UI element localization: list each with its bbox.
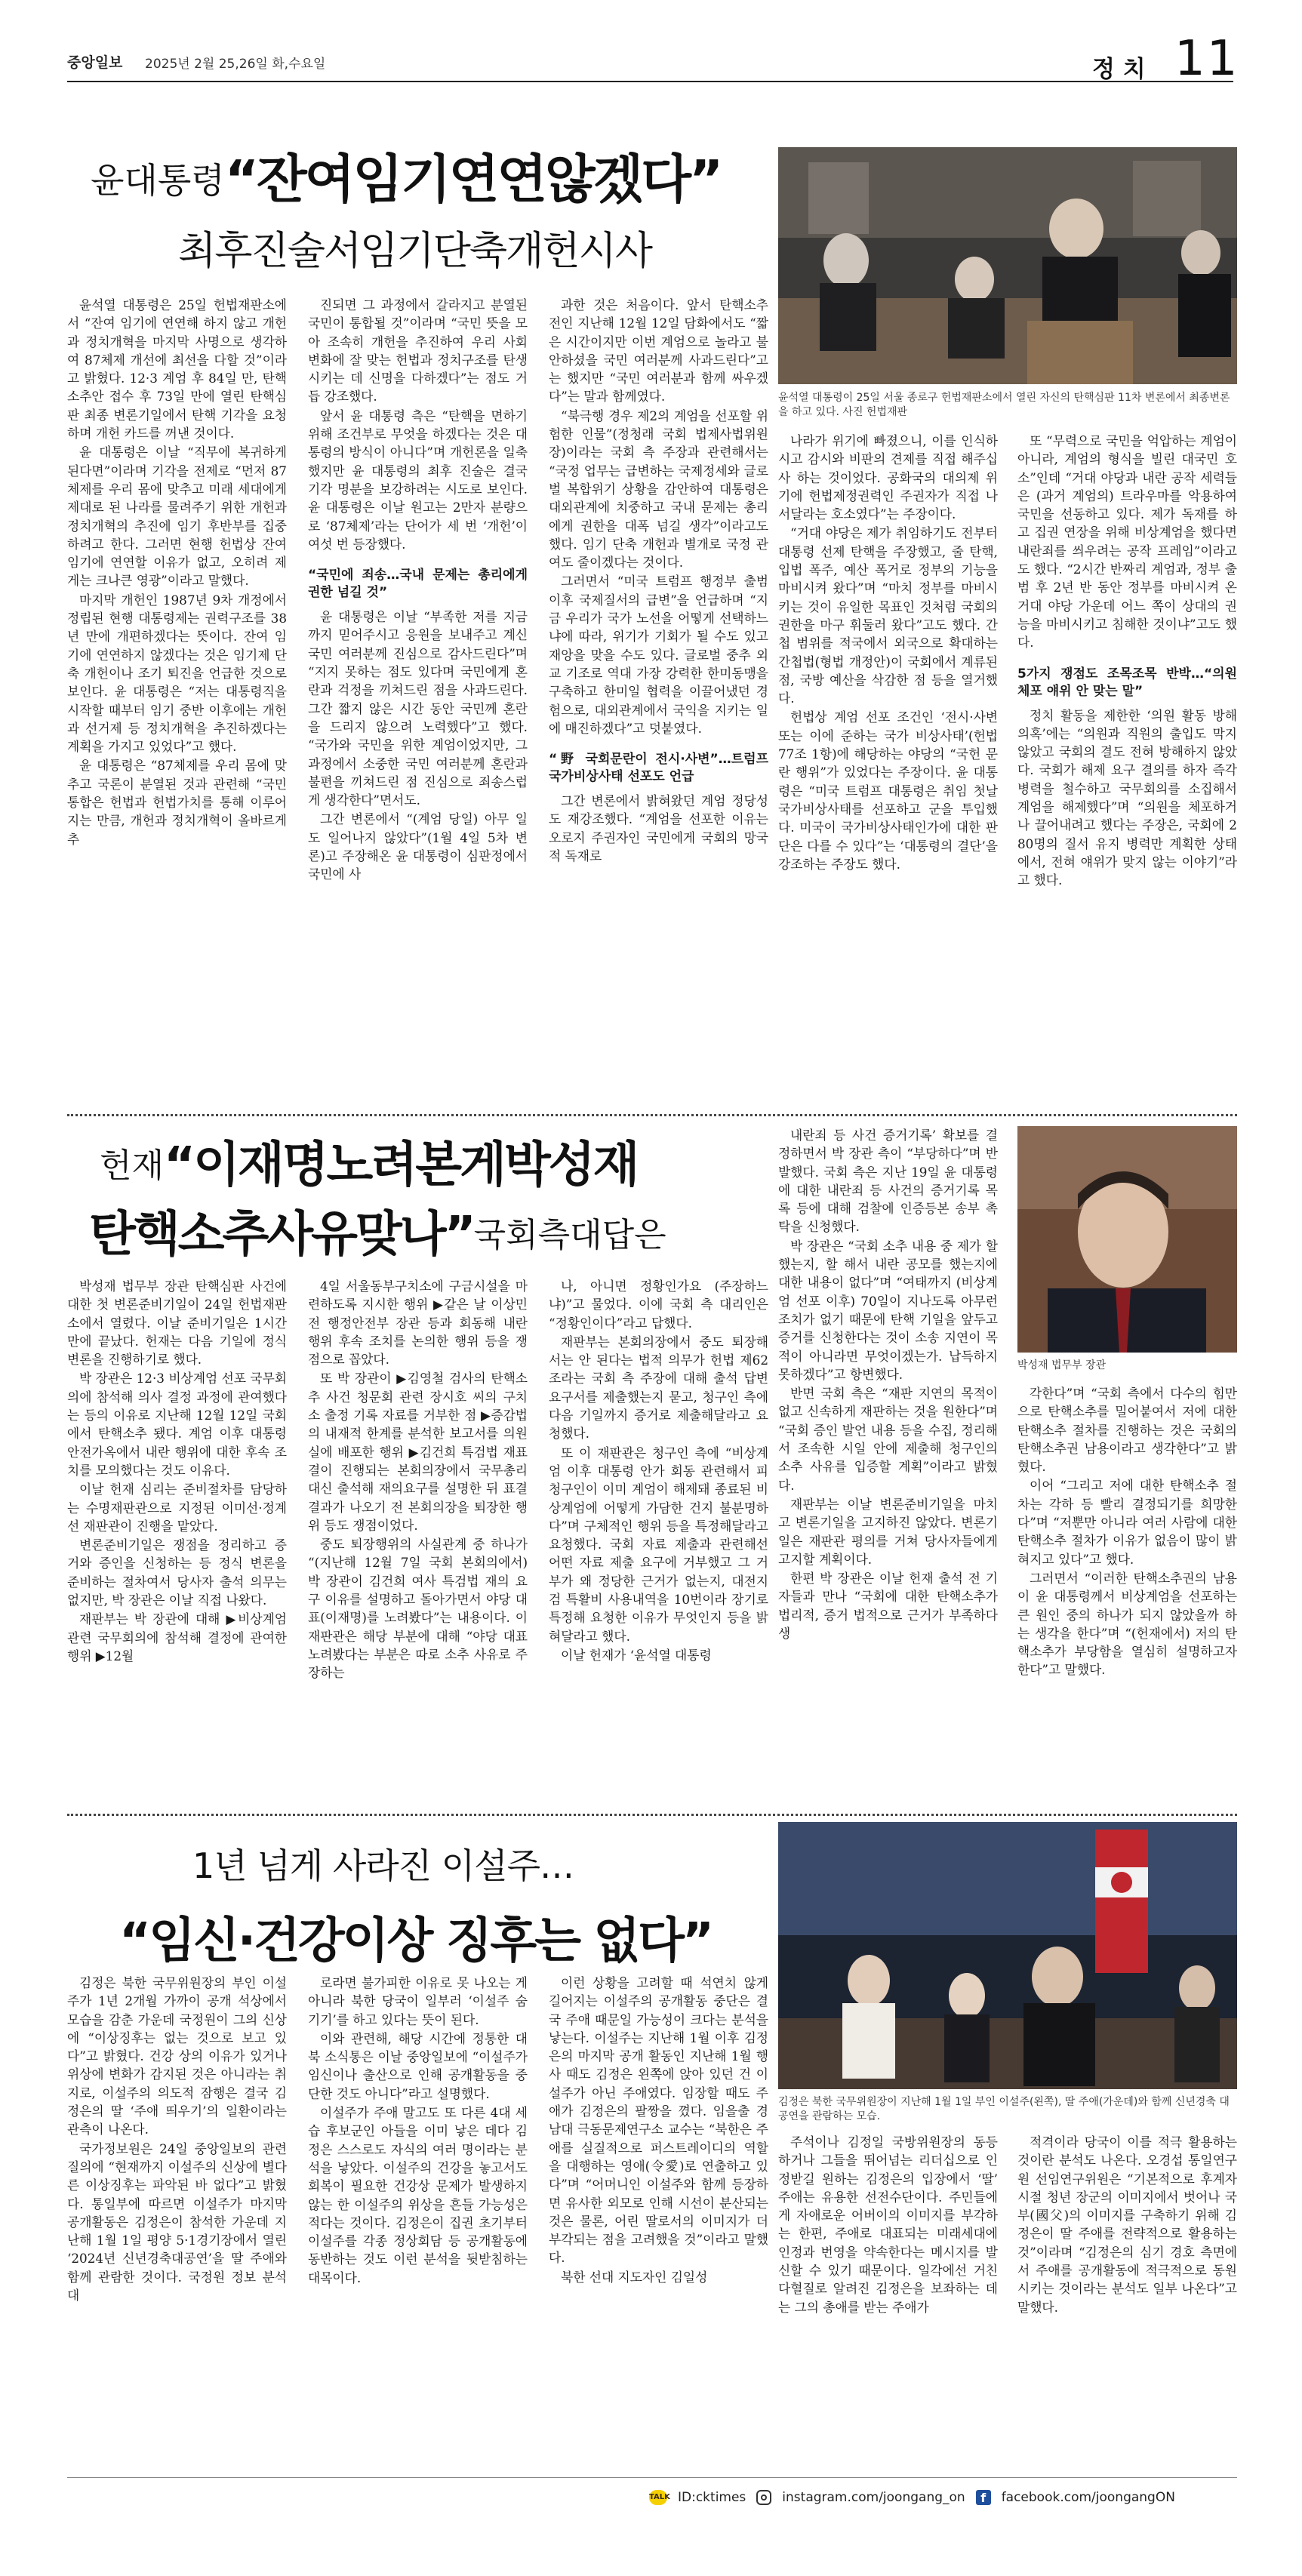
paragraph: 4일 서울동부구치소에 구금시설을 마련하도록 지시한 행위 ▶같은 날 이상민 전 행정안전부 장관 등과 회동해 내란 행위 후속 조치를 논의한 행위 등을 쟁점으로 꼽았다. bbox=[308, 1279, 528, 1368]
article1-col1 bbox=[67, 296, 287, 1107]
paragraph: 변론준비기일은 쟁점을 정리하고 증거와 증인을 신청하는 등 정식 변론을 준비하는 절차여서 당사자 출석 의무는 없지만, 박 장관은 이날 직접 나왔다. bbox=[67, 1537, 287, 1608]
paragraph: 헌법상 계엄 선포 조건인 ‘전시·사변 또는 이에 준하는 국가 비상사태’(헌법 77조 1항)에 해당하는 야당의 “국헌 문란 행위”가 있었다는 주장이다. 윤 대통령은 “미국 트럼프 대통령은 취임 첫날 국가비상사태를 선포하고 군을 투입했다. 미국이 국가비상사태인가에 대한 판단은 다를 수 있다”는 ‘대통령의 결단’을 강조하는 주장도 했다. bbox=[778, 709, 998, 872]
article1-kicker: 윤대통령 bbox=[91, 160, 225, 201]
article1-headline bbox=[91, 137, 722, 210]
article3-photo bbox=[778, 1822, 1237, 2089]
masthead-rule bbox=[67, 81, 1233, 82]
facebook-icon: f bbox=[976, 2490, 991, 2505]
paragraph: 재판부는 박 장관에 대해 ▶비상계엄 관련 국무회의에 참석해 결정에 관여한 행위 ▶12월 bbox=[67, 1611, 287, 1663]
footer-bar bbox=[649, 2485, 1238, 2510]
footer-rule bbox=[67, 2477, 1237, 2478]
paragraph: 또 박 장관이 ▶김영철 검사의 탄핵소추 사건 청문회 관련 장시호 씨의 구치소 출정 기록 자료를 거부한 점 ▶증감법의 내재적 한계를 분석한 보고서를 의원실에 배포한 행위 ▶김건희 특검법 재표결이 진행되는 본회의장에서 국무총리 대신 출석해 재의요구를 설명한 뒤 표결 결과가 나오기 전 본회의장을 퇴장한 행위 등도 쟁점이었다. bbox=[308, 1371, 528, 1533]
page-number: 11 bbox=[1174, 31, 1239, 87]
article2-title-tail: 국회측대답은 bbox=[473, 1216, 666, 1254]
paragraph: 박 장관은 12·3 비상계엄 선포 국무회의에 참석해 의사 결정 과정에 관여했다는 등의 이유로 지난해 12월 12일 국회에서 탄핵소추 됐다. 계엄 이후 대통령 안전가옥에서 내란 행위에 대한 후속 조치를 모의했다는 것도 이유다. bbox=[67, 1371, 287, 1478]
event-photo bbox=[778, 1822, 1237, 2089]
courtroom-photo bbox=[778, 147, 1237, 384]
article-divider-1 bbox=[67, 1114, 1237, 1116]
paragraph: 북한 선대 지도자인 김일성 bbox=[561, 2269, 708, 2285]
paragraph: 윤석열 대통령은 25일 헌법재판소에서 “잔여 임기에 연연해 하지 않고 개헌과 정치개혁을 마지막 사명으로 생각하여 87체제 개선에 최선을 다할 것”이라고 밝혔다. 12·3 계엄 후 84일 만, 탄핵소추안 접수 후 73일 만에 열린 탄핵심판 최종 변론기일에서 탄핵 기각을 요청하며 개헌 카드를 꺼낸 것이다. bbox=[67, 297, 287, 442]
paragraph: “북극행 경우 제2의 계엄을 선포할 위험한 인물”(정청래 국회 법제사법위원장)이라는 국회 측 주장과 관련해서는 “국정 업무는 급변하는 국제정세와 글로벌 복합위기 상황을 감안하여 대통령은 대외관계에 치중하고 국내 문제는 총리에게 권한을 대폭 넘길 생각”이라고도 했다. 임기 단축 개헌과 별개로 국정 관여도 줄이겠다는 것이다. bbox=[549, 408, 768, 571]
paragraph: 재판부는 본회의장에서 중도 퇴장해서는 안 된다는 법적 의무가 헌법 제62조라는 국회 측 주장에 대해 출석 답변 요구서를 제출했는지 묻고, 청구인 측에 다음 기일까지 증거로 제출해달라고 요청했다. bbox=[549, 1334, 768, 1442]
paragraph: 주석이나 김정일 국방위원장의 동등하거나 그들을 뛰어넘는 리더십으로 인정받길 원하는 김정은의 입장에서 ‘딸’ 주애는 유용한 선전수단이다. 주민들에게 자애로운 어버이의 이미지를 부각하는 한편, 주애로 대표되는 미래세대에 인정과 번영을 약속한다는 메시지를 발신할 수 있기 때문이다. 일각에선 거친 다혈질로 알려진 김정은을 보좌하는 데는 그의 총애를 받는 주애가 bbox=[778, 2134, 998, 2315]
instagram-link[interactable]: instagram.com/joongang_on bbox=[782, 2490, 965, 2505]
paragraph: 재판부는 이날 변론준비기일을 마치고 변론기일을 고지하진 않았다. 변론기일은 재판관 평의를 거쳐 당사자들에게 고지할 계획이다. bbox=[778, 1496, 998, 1567]
article1-subhead-3: 5가지 쟁점도 조목조목 반박…“의원 체포 얘위 안 맞는 말” bbox=[1017, 666, 1237, 699]
paragraph: 김정은 북한 국무위원장의 부인 이설주가 1년 2개월 가까이 공개 석상에서 모습을 감춘 가운데 국정원이 그의 신상에 “이상징후는 없는 것으로 보고 있다”고 밝혔다. 건강 상의 이유가 있거나 위상에 변화가 감지된 것은 아니라는 취지로, 이설주의 의도적 잠행은 결국 김정은의 딸 ‘주애 띄우기’의 일환이라는 관측이 나온다. bbox=[67, 1975, 287, 2137]
article3-col4 bbox=[778, 2133, 998, 2465]
paragraph: 나, 아니면 정황인가요 (주장하느냐)”고 물었다. 이에 국회 측 대리인은 “정황인이다”라고 답했다. bbox=[549, 1279, 768, 1331]
article1-photo bbox=[778, 147, 1237, 384]
paragraph: 이런 상황을 고려할 때 석연치 않게 길어지는 이설주의 공개활동 중단은 결국 주애 때문일 가능성이 크다는 분석을 낳는다. 이설주는 지난해 1월 이후 김정은의 마지막 공개 활동인 지난해 1월 행사 때도 김정은 왼쪽에 앉아 있던 건 이설주가 아닌 주애였다. 임장할 때도 주애가 김정은의 팔짱을 꼈다. 임을출 경남대 극동문제연구소 교수는 “북한은 주애를 실질적으로 퍼스트레이디의 역할을 대행하는 영애(令愛)로 연출하고 있다”며 “어머니인 이설주와 함께 등장하면 유사한 외모로 인해 시선이 분산되는 것은 물론, 어린 딸로서의 이미지가 더 부각되는 점을 고려했을 것”이라고 말했다. bbox=[549, 1975, 768, 2266]
article3-kicker: 1년 넘게 사라진 이설주… bbox=[192, 1845, 574, 1886]
instagram-icon bbox=[756, 2490, 771, 2505]
facebook-link[interactable]: facebook.com/joongangON bbox=[1001, 2490, 1175, 2505]
article1-col5 bbox=[1017, 432, 1237, 1107]
article3-col5 bbox=[1017, 2133, 1237, 2465]
article1-subhead-2: “野 국회문란이 전시·사변”…트럼프 국가비상사태 선포도 언급 bbox=[549, 752, 768, 785]
paragraph: 윤 대통령은 “87체제를 우리 몸에 맞추고 국론이 분열된 것과 관련해 “국민통합은 헌법과 헌법가치를 통해 이루어지는 만큼, 개헌과 정치개혁이 올바르게 추 bbox=[67, 758, 287, 847]
paragraph: 정치 활동을 제한한 ‘의원 활동 방해 의혹’에는 “의원과 직원의 출입도 막지 않았고 국회의 결도 전혀 방해하지 않았다. 국회가 해제 요구 결의를 하자 즉각 병력을 철수하고 국무회의를 소집해서 계엄을 해제했다”며 “의원을 체포하거나 끌어내려고 했다는 주장은, 국회에 280명의 질서 유지 병력만 계획한 상태에서, 전혀 얘위가 맞지 않는 이야기”라고 했다. bbox=[1017, 707, 1237, 888]
article3-col2 bbox=[308, 1974, 528, 2464]
paragraph: 윤 대통령은 이날 “직무에 복귀하게 된다면”이라며 기각을 전제로 “먼저 87체제를 우리 몸에 맞추고 미래 세대에게 제대로 된 나라를 물려주기 위한 개헌과 정치개혁의 추진에 임기 후반부를 집중하려고 한다. 그러면 현행 헌법상 잔여 임기에 연연할 이유가 없고, 오히려 제게는 크나큰 영광”이라고 말했다. bbox=[67, 445, 287, 589]
article1-photo-caption: 윤석열 대통령이 25일 서울 종로구 헌법재판소에서 열린 자신의 탄핵심판 11차 변론에서 최종변론을 하고 있다. 사진 헌법재판 bbox=[778, 392, 1230, 418]
paragraph: 박성재 법무부 장관 탄핵심판 사건에 대한 첫 변론준비기일이 24일 헌법재판소에서 열렸다. 이날 준비기일은 1시간 만에 끝났다. 헌재는 다음 기일에 정식 변론을 진행하기로 했다. bbox=[67, 1279, 287, 1368]
paragraph: 국가정보원은 24일 중앙일보의 관련 질의에 “현재까지 이설주의 신상에 별다른 이상징후는 파악된 바 없다”고 밝혔다. 통일부에 따르면 이설주가 마지막 공개활동은 김정은이 참석한 가운데 지난해 1월 1일 평양 5·1경기장에서 열린 ‘2024년 신년경축대공연’을 딸 주애와 함께 관람한 것이다. 국정원 정보 분석대 bbox=[67, 2141, 287, 2304]
issue-date: 2025년 2월 25,26일 화,수요일 bbox=[145, 57, 326, 72]
article3-col1 bbox=[67, 1974, 287, 2464]
article2-photo bbox=[1017, 1126, 1237, 1353]
article2-col5 bbox=[1017, 1384, 1237, 1805]
paragraph: 앞서 윤 대통령 측은 “탄핵을 면하기 위해 조건부로 무엇을 하겠다는 것은 대통령의 방식이 아니다”며 개헌론을 일축했지만 윤 대통령의 최후 진술은 결국 기각 명분을 보강하려는 시도로 보인다. 윤 대통령은 이날 원고는 2만자 분량으로 ‘87체제’라는 단어가 세 번 ‘개헌’이 여섯 번 등장했다. bbox=[308, 408, 528, 552]
paper-logo: 중앙일보 bbox=[67, 54, 123, 71]
paragraph: 로라면 불가피한 이유로 못 나오는 게 아니라 북한 당국이 일부러 ‘이설주 숨기기’를 하고 있다는 뜻이 된다. bbox=[308, 1975, 528, 2027]
article2-col3 bbox=[549, 1277, 768, 1805]
article1-col3 bbox=[549, 296, 768, 1107]
paragraph: 마지막 개헌인 1987년 9차 개정에서 정립된 현행 대통령제는 권력구조를 38년 만에 개편하겠다는 뜻이다. 잔여 임기에 연연하지 않겠다는 것은 임기제 단축 개헌이나 조기 퇴진을 언급한 것으로 보인다. 윤 대통령은 “저는 대통령직을 시작할 때부터 임기 중반 이후에는 개헌과 선거제 등 정치개혁을 추진하겠다는 계획을 가지고 있었다”고 했다. bbox=[67, 592, 287, 755]
article2-headline-line2 bbox=[89, 1196, 666, 1263]
kakaotalk-icon: TALK bbox=[649, 2490, 667, 2505]
article1-deck: 최후진술서임기단축개헌시사 bbox=[178, 229, 652, 274]
article2-title-2: 탄핵소추사유맞나” bbox=[89, 1207, 474, 1263]
article2-photo-caption: 박성재 법무부 장관 bbox=[1017, 1359, 1107, 1371]
article1-col2 bbox=[308, 296, 528, 1107]
paragraph: 이날 헌재가 ‘윤석열 대통령 bbox=[561, 1647, 712, 1663]
paragraph: 중도 퇴장행위의 사실관계 중 하나가 “(지난해 12월 7일 국회 본회의에서) 박 장관이 김건희 여사 특검법 재의 요구 이유를 설명하고 돌아가면서 야당 대표(이재명)를 노려봤다”는 내용이다. 이 재판관은 해당 부분에 대해 “야당 대표 노려봤다는 부분은 따로 소추 사유로 주장하는 bbox=[308, 1537, 528, 1681]
article2-title-1: “이재명노려본게박성재 bbox=[164, 1137, 638, 1193]
article2-col4 bbox=[778, 1126, 998, 1805]
article1-title: “잔여임기연연않겠다” bbox=[224, 149, 722, 210]
article3-col3 bbox=[549, 1974, 768, 2464]
paragraph: 내란죄 등 사건 증거기록’ 확보를 결정하면서 박 장관 측이 “부당하다”며 반발했다. 국회 측은 지난 19일 윤 대통령에 대한 내란죄 등 사건의 증거기록 목록 등에 대해 검찰에 인증등본 송부 촉탁을 신청했다. bbox=[778, 1128, 998, 1235]
paragraph: 진되면 그 과정에서 갈라지고 분열된 국민이 통합될 것”이라며 “국민 뜻을 모아 조속히 개헌을 추진하여 우리 사회 변화에 잘 맞는 헌법과 정치구조를 탄생시키는 데 신명을 다하겠다”는 점도 거듭 강조했다. bbox=[308, 297, 528, 405]
paragraph: 그러면서 “미국 트럼프 행정부 출범 이후 국제질서의 급변”을 언급하며 “지금 우리가 국가 노선을 어떻게 선택하느냐에 따라, 위기가 기회가 될 수도 있고 재앙을 맞을 수도 있다. 글로벌 중추 외교 기조로 역대 가장 강력한 한미동맹을 구축하고 한미일 협력을 이끌어냈던 경험으로, 대외관계에서 국익을 지키는 일에 매진하겠다”고 덧붙였다. bbox=[549, 574, 768, 736]
paragraph: 각한다”며 “국회 측에서 다수의 힘만으로 탄핵소추를 밀어붙여서 저에 대한 탄핵소추 절차를 진행하는 것은 국회의 탄핵소추권 남용이라고 생각한다”고 밝혔다. bbox=[1017, 1386, 1237, 1475]
article2-kicker: 헌재 bbox=[100, 1146, 165, 1185]
section-name: 정 치 bbox=[1092, 56, 1146, 83]
article1-col4 bbox=[778, 432, 998, 1107]
paragraph: 또 이 재판관은 청구인 측에 “비상계엄 이후 대통령 안가 회동 관련해서 피청구인이 이미 계엄이 해제돼 종료된 비상계엄에 어떻게 가담한 건지 불분명하다”며 구체적인 행위 등을 특정해달라고 요청했다. 국회 자료 제출과 관련해선 어떤 자료 제출 요구에 거부했고 그 거부가 왜 정당한 근거가 없는지, 대전지검 특활비 사용내역을 10번이라 장기로 특정해 요청한 이유가 무엇인지 등을 밝혀달라고 했다. bbox=[549, 1445, 768, 1644]
article-divider-2 bbox=[67, 1814, 1237, 1816]
article3-title: “임신·건강이상 징후는 없다” bbox=[119, 1913, 713, 1969]
article2-col2 bbox=[308, 1277, 528, 1805]
paragraph: “거대 야당은 제가 취임하기도 전부터 대통령 선제 탄핵을 주장했고, 줄 탄핵, 입법 폭주, 예산 폭거로 정부의 기능을 마비시켜 왔다”며 “마치 정부를 마비시키는 것이 유일한 목표인 것처럼 국회의 권한을 마구 휘둘러 왔다”고도 했다. 간첩 범위를 적국에서 외국으로 확대하는 간첩법(형법 개정안)이 국회에서 계류된 점, 국방 예산을 삭감한 점 등을 열거했다. bbox=[778, 525, 998, 706]
paragraph: 이설주가 주애 말고도 또 다른 4대 세습 후보군인 아들을 이미 낳은 데다 김정은 스스로도 자식의 여러 명이라는 분석을 낳았다. 이설주의 건강을 놓고서도 회복이 필요한 건강상 문제가 발생하지 않는 한 이설주의 위상을 흔들 가능성은 적다는 것이다. 김정은이 집권 초기부터 이설주를 각종 정상회담 등 공개활동에 동반하는 것도 이런 분석을 뒷받침하는 대목이다. bbox=[308, 2105, 528, 2285]
paragraph: 이날 헌재 심리는 준비절차를 담당하는 수명재판관으로 지정된 이미선·정계선 재판관이 진행을 맡았다. bbox=[67, 1482, 287, 1534]
kakao-id[interactable]: ID:cktimes bbox=[678, 2490, 746, 2505]
article2-col1 bbox=[67, 1277, 287, 1805]
paragraph: 이어 “그리고 저에 대한 탄핵소추 절차는 각하 등 빨리 결정되기를 희망한다”며 “저뿐만 아니라 여러 사람에 대한 탄핵소추 절차가 이유가 없음이 많이 밝혀지고 있다”고 했다. bbox=[1017, 1478, 1237, 1567]
article3-photo-caption: 김정은 북한 국무위원장이 지난해 1월 1일 부인 이설주(왼쪽), 딸 주애(가운데)와 함께 신년경축 대공연을 관람하는 모습. bbox=[778, 2096, 1230, 2122]
article2-headline-line1 bbox=[100, 1126, 638, 1193]
paragraph: 이와 관련해, 해당 시간에 정통한 대북 소식통은 이날 중앙일보에 “이설주가 임신이나 출산으로 인해 공개활동을 중단한 것도 아니다”라고 설명했다. bbox=[308, 2030, 528, 2101]
paragraph: 적격이라 당국이 이를 적극 활용하는 것이란 분석도 나온다. 오경섭 통일연구원 선임연구위원은 “기본적으로 후계자 시절 청년 장군의 이미지에서 벗어나 국부(國父)의 이미지를 구축하기 위해 김정은이 딸 주애를 전략적으로 활용하는 것”이라며 “김정은의 심기 경호 측면에서 주애를 공개활동에 적극적으로 동원시키는 것이라는 분석도 일부 나온다”고 말했다. bbox=[1017, 2134, 1237, 2315]
paragraph: 반면 국회 측은 “재판 지연의 목적이 없고 신속하게 재판하는 것을 원한다”며 “국회 증인 발언 내용 등을 수집, 정리해서 조속한 시일 안에 제출해 청구인의 소추 사유를 입증할 계획”이라고 밝혔다. bbox=[778, 1386, 998, 1493]
masthead bbox=[0, 0, 1302, 87]
portrait-photo bbox=[1017, 1126, 1237, 1353]
paragraph: 과한 것은 처음이다. 앞서 탄핵소추 전인 지난해 12월 12일 담화에서도 “짧은 시간이지만 이번 계엄으로 놀라고 불안하셨을 국민 여러분께 사과드린다”고는 했지만 “국민 여러분과 함께 싸우겠다”는 말과 함께였다. bbox=[549, 297, 768, 405]
paragraph: 박 장관은 “국회 소추 내용 중 제가 할 했는지, 할 해서 내란 공모를 했는지에 대한 내용이 없다”며 “여태까지 (비상계엄 선포 이후) 70일이 지나도록 아무런 조치가 없기 때문에 탄핵 기일을 앞두고 증거를 신청한다는 것이 소송 지연이 목적이 아니라면 무엇이겠는가. 납득하지 못하겠다”고 항변했다. bbox=[778, 1238, 998, 1382]
paragraph: 나라가 위기에 빠졌으니, 이를 인식하시고 감시와 비판의 견제를 직접 해주십사 하는 것이었다. 공화국의 대의제 위기에 헌법제정권력인 주권자가 직접 나서달라는 호소였다”는 주장이다. bbox=[778, 433, 998, 522]
paragraph: 그간 변론에서 밝혀왔던 계엄 정당성도 재강조했다. “계엄을 선포한 이유는 오로지 주권자인 국민에게 국회의 망국적 독재로 bbox=[549, 793, 768, 864]
article1-subhead-1: “국민에 죄송…국내 문제는 총리에게 권한 넘길 것” bbox=[308, 568, 528, 601]
paragraph: 한편 박 장관은 이날 헌재 출석 전 기자들과 만나 “국회에 대한 탄핵소추가 법리적, 증거 법적으로 근거가 부족하다 생 bbox=[778, 1571, 998, 1642]
paragraph: 윤 대통령은 이날 “부족한 저를 지금까지 믿어주시고 응원을 보내주고 계신 국민 여러분께 진심으로 감사드린다”며 “지지 못하는 점도 있다며 국민에게 혼란과 걱정을 끼쳐드린 점을 사과드린다. 그간 짧지 않은 시간 동안 국민께 혼란을 드리지 않으려 노력했다”고 했다. “국가와 국민을 위한 계엄이었지만, 그 과정에서 소중한 국민 여러분께 혼란과 불편을 끼쳐드린 점 진심으로 죄송스럽게 생각한다”면서도. bbox=[308, 609, 528, 808]
paragraph: 그러면서 “이러한 탄핵소추권의 남용이 윤 대통령께서 비상계엄을 선포하는 큰 원인 중의 하나가 되지 않았을까 하는 생각을 한다”며 “(헌재에서) 저의 탄핵소추가 부당함을 열심히 설명하고자 한다”고 말했다. bbox=[1017, 1570, 1237, 1678]
paragraph: 또 “무력으로 국민을 억압하는 계엄이 아니라, 계엄의 형식을 빌린 대국민 호소”인데 “거대 야당과 내란 공작 세력들은 (과거 계엄의) 트라우마를 악용하여 국민을 선동하고 있다. 제가 독재를 하고 집권 연장을 위해 비상계엄을 했다면 내란죄를 씌우려는 공작 프레임”이라고도 했다. “2시간 반짜리 계엄과, 정부 출범 후 2년 반 동안 정부를 마비시켜 온 거대 야당 가운데 어느 쪽이 상대의 권능을 마비시키고 침해한 것이냐”고도 했다. bbox=[1017, 433, 1237, 651]
paragraph: 그간 변론에서 “(계엄 당일) 아무 일도 일어나지 않았다”(1월 4일 5차 변론)고 주장해온 윤 대통령이 심판정에서 국민에 사 bbox=[308, 811, 528, 882]
